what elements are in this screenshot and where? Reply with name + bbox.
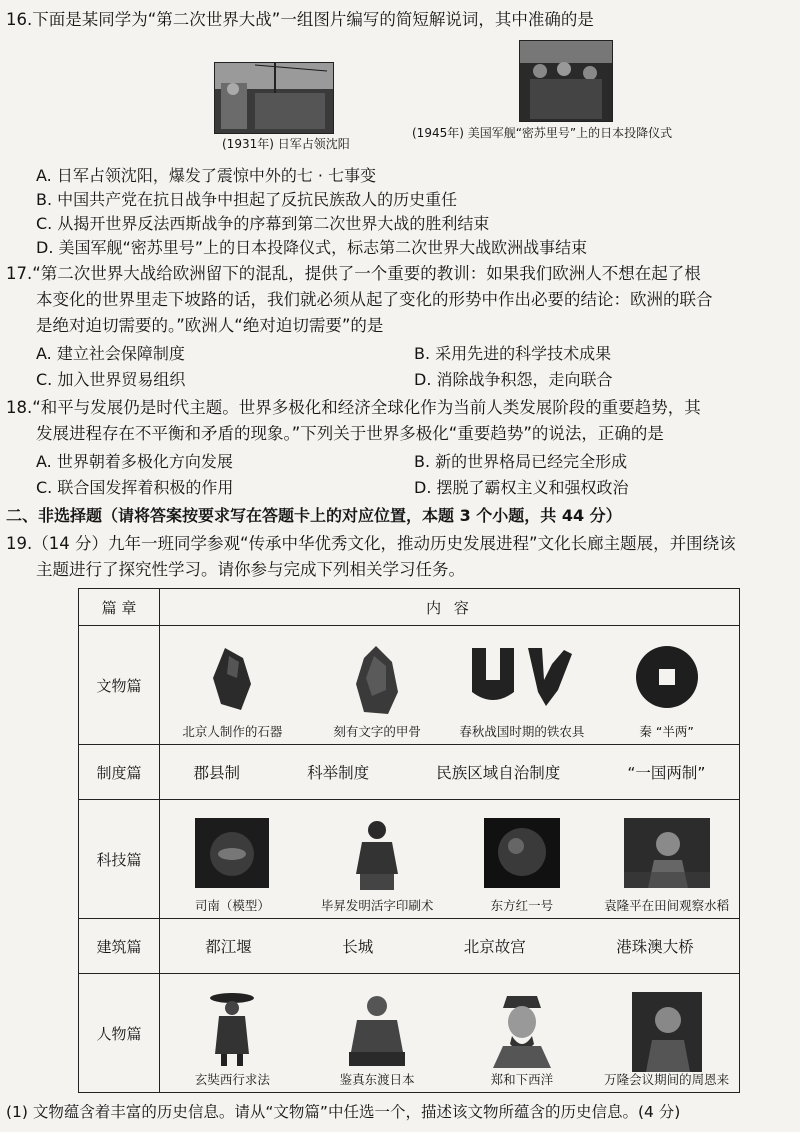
q17-stem-line-1: 17.“第二次世界大战给欧洲留下的混乱，提供了一个重要的教训：如果我们欧洲人不想在起了根: [6, 264, 701, 283]
row-category: 建筑篇: [79, 919, 160, 974]
table-row: [79, 626, 740, 745]
architecture-item: 港珠澳大桥: [616, 938, 694, 956]
header-content: 内 容: [160, 589, 740, 626]
q17-option-b: B. 采用先进的科学技术成果: [414, 344, 612, 363]
section-2-heading: 二、非选择题（请将答案按要求写在答题卡上的对应位置，本题 3 个小题，共 44 分）: [6, 506, 622, 525]
row-category: 科技篇: [79, 800, 160, 919]
q18-option-a: A. 世界朝着多极化方向发展: [36, 452, 233, 471]
oracle-bone-icon: [350, 644, 404, 716]
row-category: 人物篇: [79, 974, 160, 1093]
artifact-qin-banliang-coin: 秦 “半两”: [597, 632, 737, 744]
q17-option-c: C. 加入世界贸易组织: [36, 370, 186, 389]
table-row: [79, 974, 740, 1093]
figure-zhenghe: 郑和下西洋: [452, 980, 592, 1092]
q16-option-c: C. 从揭开世界反法西斯战争的序幕到第二次世界大战的胜利结束: [36, 214, 490, 233]
architecture-item: 长城: [342, 938, 374, 956]
xuanzang-figure-icon: [205, 992, 259, 1068]
q19-stem-line-1: 19.（14 分）九年一班同学参观“传承中华优秀文化，推动历史发展进程”文化长廊主题展，并围绕该: [6, 534, 736, 553]
architecture-item: 都江堰: [205, 938, 252, 956]
system-item: 郡县制: [193, 764, 241, 782]
row-category: 文物篇: [79, 626, 160, 745]
q17-option-d: D. 消除战争积怨，走向联合: [414, 370, 613, 389]
photo-japanese-occupation-shenyang: [214, 62, 334, 134]
yuan-longping-photo-icon: [624, 818, 710, 888]
exhibition-table: [78, 588, 740, 1093]
artifact-iron-farm-tools: 春秋战国时期的铁农具: [452, 632, 592, 744]
q18-stem-line-2: 发展进程存在不平衡和矛盾的现象。”下列关于世界多极化“重要趋势”的说法，正确的是: [36, 424, 664, 443]
jianzhen-statue-icon: [345, 992, 409, 1068]
banliang-coin-icon: [634, 644, 700, 710]
table-row: [79, 919, 740, 974]
q17-stem-line-2: 本变化的世界里走下坡路的话，我们就必须从起了变化的形势中作出必要的结论：欧洲的联合: [36, 290, 713, 309]
zhou-enlai-photo-icon: [632, 992, 702, 1072]
q16-stem: 16.下面是某同学为“第二次世界大战”一组图片编写的简短解说词，其中准确的是: [6, 10, 594, 29]
figure-xuanzang: 玄奘西行求法: [162, 980, 302, 1092]
q16-option-b: B. 中国共产党在抗日战争中担起了反抗民族敌人的历史重任: [36, 190, 458, 209]
q19-stem-line-2: 主题进行了探究性学习。请你参与完成下列相关学习任务。: [36, 560, 465, 579]
system-item: 科举制度: [307, 764, 370, 782]
q18-option-b: B. 新的世界格局已经完全形成: [414, 452, 628, 471]
bisheng-statue-icon: [352, 818, 402, 892]
q19-sub-question-1: (1) 文物蕴含着丰富的历史信息。请从“文物篇”中任选一个，描述该文物所蕴含的历史信息。(4 分): [6, 1103, 681, 1121]
sinan-compass-icon: [195, 818, 269, 888]
q16-option-a: A. 日军占领沈阳，爆发了震惊中外的七 · 七事变: [36, 166, 377, 185]
figure-jianzhen: 鉴真东渡日本: [307, 980, 447, 1092]
system-item: “一国两制”: [627, 764, 706, 782]
artifact-stone-tool: 北京人制作的石器: [162, 632, 302, 744]
row-category: 制度篇: [79, 745, 160, 800]
q17-option-a: A. 建立社会保障制度: [36, 344, 185, 363]
tech-bisheng-printing: 毕昇发明活字印刷术: [307, 806, 447, 918]
tech-yuan-longping: 袁隆平在田间观察水稻: [597, 806, 737, 918]
architecture-item: 北京故宫: [463, 938, 526, 956]
q16-option-d: D. 美国军舰“密苏里号”上的日本投降仪式，标志第二次世界大战欧洲战事结束: [36, 238, 588, 257]
table-row: [79, 745, 740, 800]
iron-farm-tools-icon: [462, 644, 582, 708]
table-header-row: [79, 589, 740, 626]
system-item: 民族区域自治制度: [436, 764, 561, 782]
stone-tool-icon: [207, 644, 257, 714]
photo2-caption: (1945年) 美国军舰“密苏里号”上的日本投降仪式: [412, 126, 673, 140]
figure-zhou-enlai: 万隆会议期间的周恩来: [597, 980, 737, 1092]
tech-sinan-compass: 司南（模型）: [162, 806, 302, 918]
table-row: [79, 800, 740, 919]
zhenghe-portrait-icon: [487, 992, 557, 1068]
tech-dongfanghong-1: 东方红一号: [452, 806, 592, 918]
satellite-icon: [484, 818, 560, 888]
photo-japanese-surrender-missouri: [519, 40, 613, 122]
photo1-caption: (1931年) 日军占领沈阳: [222, 137, 350, 151]
header-chapter: 篇 章: [79, 589, 160, 626]
artifact-oracle-bone: 刻有文字的甲骨: [307, 632, 447, 744]
q18-stem-line-1: 18.“和平与发展仍是时代主题。世界多极化和经济全球化作为当前人类发展阶段的重要趋势，其: [6, 398, 701, 417]
q17-stem-line-3: 是绝对迫切需要的。”欧洲人“绝对迫切需要”的是: [36, 316, 384, 335]
q18-option-c: C. 联合国发挥着积极的作用: [36, 478, 234, 497]
q18-option-d: D. 摆脱了霸权主义和强权政治: [414, 478, 629, 497]
